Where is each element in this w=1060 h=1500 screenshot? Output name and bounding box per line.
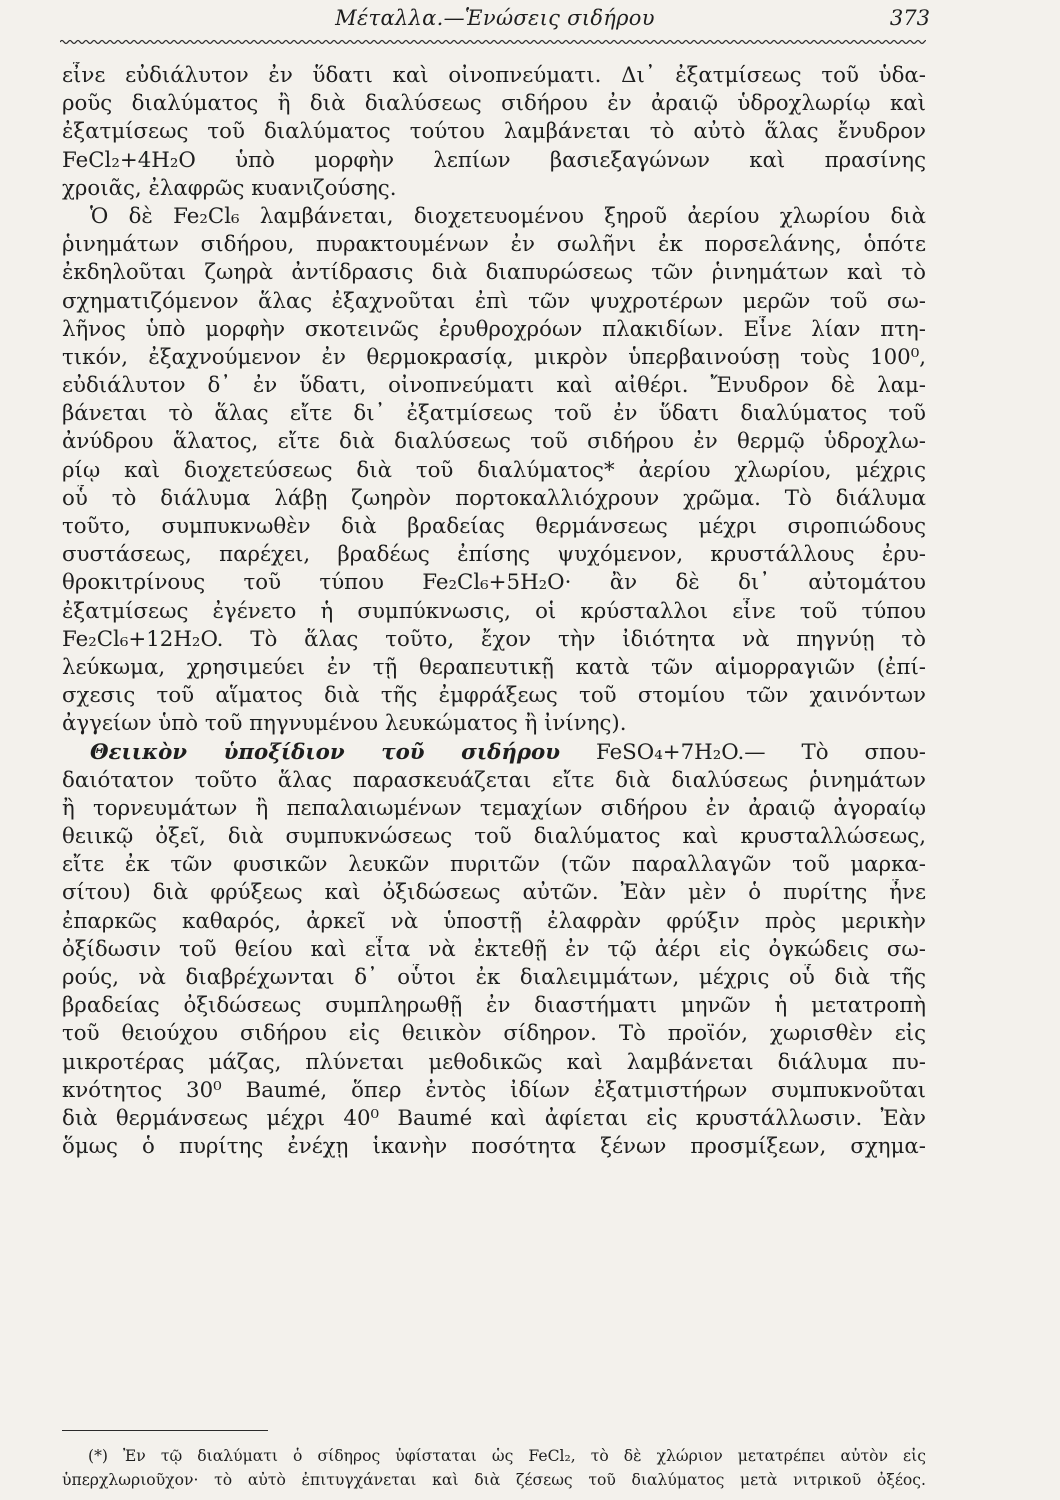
text-line: τικόν, ἐξαχνούμενον ἐν θερμοκρασίᾳ, μικρὸν ὑπερβαινούσῃ τοὺς 100⁰, [62,344,926,370]
text-line: τοῦ θειούχου σιδήρου εἰς θειικὸν σίδηρον. Τὸ προϊόν, χωρισθὲν εἰς [62,1021,926,1047]
text-line: ἀνύδρου ἅλατος, εἴτε διὰ διαλύσεως τοῦ σιδήρου ἐν θερμῷ ὑδροχλω- [62,429,926,455]
text-line: σχεσις τοῦ αἵματος διὰ τῆς ἐμφράξεως τοῦ στομίου τῶν χαινόντων [62,683,926,709]
text-line: ροῦς διαλύματος ἢ διὰ διαλύσεως σιδήρου ἐν ἀραιῷ ὑδροχλωρίῳ καὶ [62,91,926,117]
text-line: θροκιτρίνους τοῦ τύπου Fe₂Cl₆+5H₂O· ἂν δὲ δι᾿ αὐτομάτου [62,570,926,596]
text-line: ἐξατμίσεως ἐγένετο ἡ συμπύκνωσις, οἱ κρύσταλλοι εἶνε τοῦ τύπου [62,598,926,624]
text-line: σχηματιζόμενον ἅλας ἐξαχνοῦται ἐπὶ τῶν ψυχροτέρων μερῶν τοῦ σω- [62,288,926,314]
footnotes [62,1444,926,1492]
text-line: μικροτέρας μάζας, πλύνεται μεθοδικῶς καὶ λαμβάνεται διάλυμα πυ- [62,1049,926,1075]
text-line: ῥινημάτων σιδήρου, πυρακτουμένων ἐν σωλῆνι ἐκ πορσελάνης, ὁπότε [62,232,926,258]
text-line: ἐπαρκῶς καθαρός, ἀρκεῖ νὰ ὑποστῇ ἐλαφρὰν φρύξιν πρὸς μερικὴν [62,908,926,934]
footnote-line: (*) Ἐν τῷ διαλύματι ὁ σίδηρος ὑφίσταται ὡς FeCl₂, τὸ δὲ χλώριον μετατρέπει αὐτὸν εἰς [88,1447,926,1465]
text-line: Ὁ δὲ Fe₂Cl₆ λαμβάνεται, διοχετευομένου ξηροῦ ἀερίου χλωρίου διὰ [90,203,926,229]
text-line: σίτου) διὰ φρύξεως καὶ ὀξιδώσεως αὐτῶν. Ἐὰν μὲν ὁ πυρίτης ἦνε [62,880,926,906]
text-line: εἶνε εὐδιάλυτον ἐν ὕδατι καὶ οἰνοπνεύματι. Δι᾿ ἐξατμίσεως τοῦ ὑδα- [62,63,926,88]
header-wavy-rule [60,38,926,46]
text-line: συστάσεως, παρέχει, βραδέως ἐπίσης ψυχόμενον, κρυστάλλους ἐρυ- [62,542,926,568]
text-line: Fe₂Cl₆+12H₂O. Τὸ ἅλας τοῦτο, ἔχον τὴν ἰδιότητα νὰ πηγνύῃ τὸ [62,626,926,652]
footnote-rule [62,1430,268,1431]
text-line: FeCl₂+4H₂O ὑπὸ μορφὴν λεπίων βασιεξαγώνων καὶ πρασίνης [62,147,926,173]
text-line: λεύκωμα, χρησιμεύει ἐν τῇ θεραπευτικῇ κατὰ τῶν αἱμορραγιῶν (ἐπί- [62,654,926,680]
text-line: ρίῳ καὶ διοχετεύσεως διὰ τοῦ διαλύματος* ἀερίου χλωρίου, μέχρις [62,457,926,483]
text-line: ἐκδηλοῦται ζωηρὰ ἀντίδρασις διὰ διαπυρώσεως τῶν ῥινημάτων καὶ τὸ [62,260,926,286]
text-line: λῆνος ὑπὸ μορφὴν σκοτεινῶς ἐρυθροχρόων πλακιδίων. Εἶνε λίαν πτη- [62,316,926,342]
text-line: ἀγγείων ὑπὸ τοῦ πηγνυμένου λευκώματος ἢ ἰνίνης). [62,711,627,737]
page-number: 373 [889,6,930,30]
text-line: χροιᾶς, ἐλαφρῶς κυανιζούσης. [62,175,397,201]
text-line: ὅμως ὁ πυρίτης ἐνέχῃ ἱκανὴν ποσότητα ξένων προσμίξεων, σχημα- [62,1134,926,1160]
text-line: βραδείας ὀξιδώσεως συμπληρωθῇ ἐν διαστήματι μηνῶν ἡ μετατροπὴ [62,993,926,1019]
text-line: θειικῷ ὀξεῖ, διὰ συμπυκνώσεως τοῦ διαλύματος καὶ κρυσταλλώσεως, [62,824,926,850]
text-line: ρούς, νὰ διαβρέχωνται δ᾿ οὗτοι ἐκ διαλειμμάτων, μέχρις οὗ διὰ τῆς [62,965,926,990]
text-line: οὗ τὸ διάλυμα λάβῃ ζωηρὸν πορτοκαλλιόχρουν χρῶμα. Τὸ διάλυμα [62,485,926,511]
running-title: Μέταλλα.—Ἑνώσεις σιδήρου [335,6,655,30]
footnote-line: ὑπερχλωριοῦχον· τὸ αὐτὸ ἐπιτυγχάνεται καὶ διὰ ζέσεως τοῦ διαλύματος μετὰ νιτρικοῦ ὀξέος. [62,1471,926,1489]
text-line: εἴτε ἐκ τῶν φυσικῶν λευκῶν πυριτῶν (τῶν παραλλαγῶν τοῦ μαρκα- [62,852,926,878]
text-line: τοῦτο, συμπυκνωθὲν διὰ βραδείας θερμάνσεως μέχρι σιροπιώδους [62,514,926,539]
text-line: εὐδιάλυτον δ᾿ ἐν ὕδατι, οἰνοπνεύματι καὶ αἰθέρι. Ἔνυδρον δὲ λαμ- [62,373,926,399]
main-text [62,62,926,1161]
text-line: ἢ τορνευμάτων ἢ πεπαλαιωμένων τεμαχίων σιδήρου ἐν ἀραιῷ ἀγοραίῳ [62,795,926,821]
page-header [60,4,930,40]
text-line: ὀξίδωσιν τοῦ θείου καὶ εἶτα νὰ ἐκτεθῇ ἐν τῷ ἀέρι εἰς ὀγκώδεις σω- [62,936,926,962]
section-heading-line [62,739,926,767]
text-line: κνότητος 30⁰ Baumé, ὅπερ ἐντὸς ἰδίων ἐξατμιστήρων συμπυκνοῦται [62,1077,926,1103]
text-line: δαιότατον τοῦτο ἅλας παρασκευάζεται εἴτε διὰ διαλύσεως ῥινημάτων [62,767,926,793]
text-line: ἐξατμίσεως τοῦ διαλύματος τούτου λαμβάνεται τὸ αὐτὸ ἅλας ἔνυδρον [62,119,926,145]
section-formula: FeSO₄+7H₂O.— Τὸ σπου- [560,739,926,765]
text-line: βάνεται τὸ ἅλας εἴτε δι᾿ ἐξατμίσεως τοῦ ἐν ὕδατι διαλύματος τοῦ [62,401,926,427]
text-line: διὰ θερμάνσεως μέχρι 40⁰ Baumé καὶ ἀφίεται εἰς κρυστάλλωσιν. Ἐὰν [62,1105,926,1131]
section-heading: Θειικὸν ὑποξίδιον τοῦ σιδήρου [90,739,560,765]
